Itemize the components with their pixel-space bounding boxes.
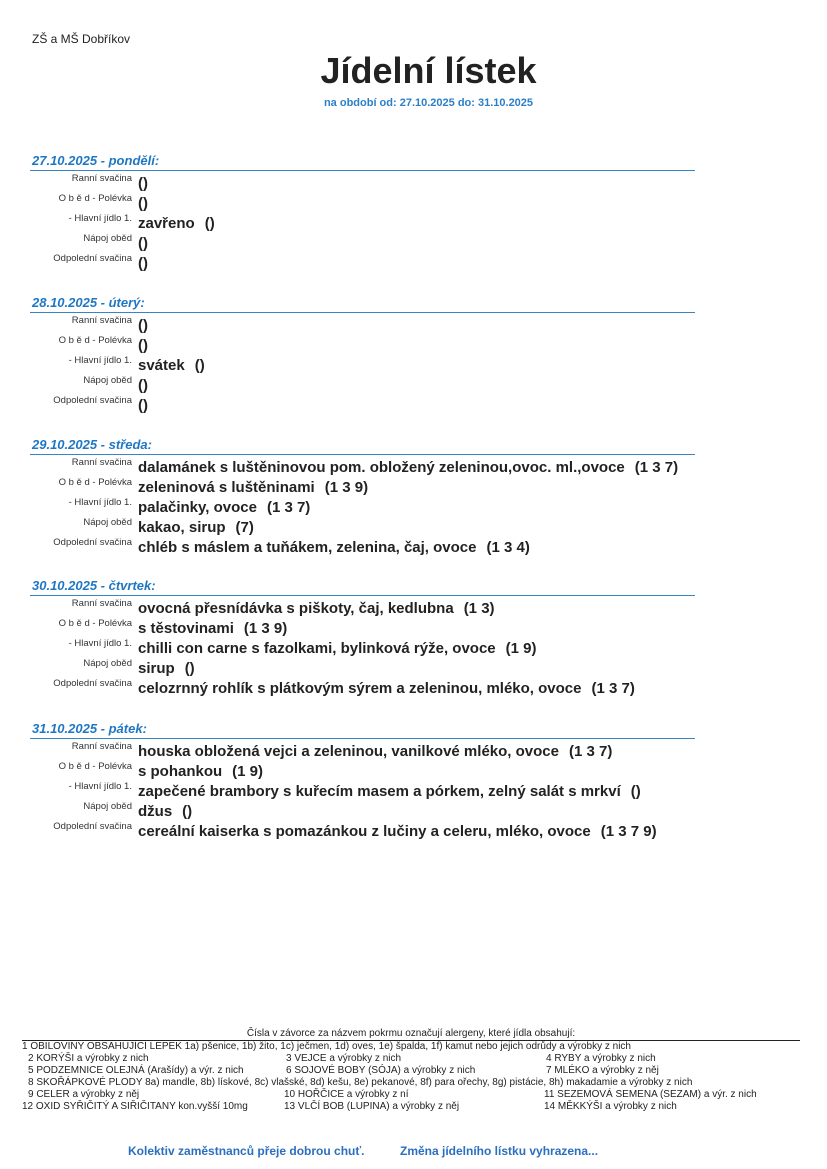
meal-dish — [138, 357, 205, 374]
dish-allergens: (1 3 7 9) — [600, 823, 657, 840]
day-section — [30, 578, 695, 696]
meal-dish — [138, 519, 254, 536]
dish-name: ovocná přesnídávka s piškoty, čaj, kedlubna — [138, 600, 454, 617]
day-section — [30, 153, 695, 271]
meal-row — [30, 313, 695, 333]
meal-dish — [138, 499, 310, 516]
meal-label: Nápoj oběd — [83, 375, 132, 386]
meal-row — [30, 799, 695, 819]
dish-name: cereální kaiserka s pomazánkou z lučiny a celeru, mléko, ovoce — [138, 823, 591, 840]
meal-label: O b ě d - Polévka — [58, 193, 132, 204]
meal-row — [30, 353, 695, 373]
meal-label: Odpolední svačina — [53, 537, 132, 548]
day-section — [30, 721, 695, 839]
dish-allergens: (1 3 7) — [266, 499, 311, 516]
allergen-row — [22, 1041, 800, 1053]
meal-label: O b ě d - Polévka — [58, 477, 132, 488]
day-heading: 31.10.2025 - pátek: — [30, 721, 695, 739]
day-heading: 27.10.2025 - pondělí: — [30, 153, 695, 171]
dish-name: () — [138, 175, 148, 192]
meal-row — [30, 616, 695, 636]
footer-notice: Změna jídelního lístku vyhrazena... — [400, 1144, 599, 1158]
meal-row — [30, 739, 695, 759]
footer-wish: Kolektiv zaměstnanců přeje dobrou chuť. — [128, 1144, 365, 1158]
meal-label: - Hlavní jídlo 1. — [68, 497, 132, 508]
meal-dish — [138, 743, 612, 760]
day-section — [30, 295, 695, 413]
allergen-item: 6 SOJOVÉ BOBY (SÓJA) a výrobky z nich — [286, 1065, 476, 1076]
meal-label: - Hlavní jídlo 1. — [68, 355, 132, 366]
allergen-row — [22, 1089, 800, 1101]
dish-allergens: (1 3 4) — [486, 539, 530, 556]
meal-dish — [138, 215, 215, 232]
meal-label: Nápoj oběd — [83, 517, 132, 528]
meal-dish — [138, 640, 537, 657]
meal-row — [30, 779, 695, 799]
allergen-heading: Čísla v závorce za názvem pokrmu označují alergeny, které jídla obsahují: — [22, 1028, 800, 1041]
dish-allergens: (1 3 7) — [568, 743, 613, 760]
page-title: Jídelní lístek — [320, 50, 537, 91]
dish-name: zeleninová s luštěninami — [138, 479, 315, 496]
meal-row — [30, 636, 695, 656]
dish-name: () — [138, 337, 148, 354]
meal-dish — [138, 823, 657, 840]
day-section — [30, 437, 695, 555]
allergen-item: 11 SEZEMOVÁ SEMENA (SEZAM) a výr. z nich — [544, 1089, 757, 1100]
meal-row — [30, 535, 695, 555]
dish-name: zavřeno — [138, 215, 195, 232]
dish-allergens: () — [194, 357, 205, 374]
dish-allergens: (1 3 7) — [634, 459, 679, 476]
meal-dish — [138, 175, 158, 192]
day-heading: 30.10.2025 - čtvrtek: — [30, 578, 695, 596]
meal-row — [30, 515, 695, 535]
meal-dish — [138, 195, 158, 212]
meal-dish — [138, 600, 495, 617]
meal-row — [30, 373, 695, 393]
dish-name: () — [138, 235, 148, 252]
meal-dish — [138, 459, 678, 476]
allergen-item: 2 KORÝŠI a výrobky z nich — [28, 1053, 149, 1064]
allergen-item: 8 SKOŘÁPKOVÉ PLODY 8a) mandle, 8b) lískové, 8c) vlašské, 8d) kešu, 8e) pekanové, 8f) para ořechy, 8g) pistácie, 8h) makadamie a výrobky z nich — [28, 1077, 693, 1088]
dish-name: sirup — [138, 660, 175, 677]
dish-name: () — [138, 317, 148, 334]
dish-name: () — [138, 195, 148, 212]
meal-label: - Hlavní jídlo 1. — [68, 213, 132, 224]
meal-row — [30, 191, 695, 211]
meal-dish — [138, 660, 195, 677]
dish-name: zapečené brambory s kuřecím masem a pórkem, zelný salát s mrkví — [138, 783, 621, 800]
meal-row — [30, 455, 695, 475]
meal-label: Odpolední svačina — [53, 253, 132, 264]
meal-label: Odpolední svačina — [53, 395, 132, 406]
meal-label: Ranní svačina — [71, 598, 132, 609]
menu-period: na období od: 27.10.2025 do: 31.10.2025 — [323, 97, 534, 109]
meal-row — [30, 819, 695, 839]
meal-dish — [138, 763, 263, 780]
dish-allergens: (1 3 7) — [591, 680, 635, 697]
meal-row — [30, 759, 695, 779]
meal-dish — [138, 397, 158, 414]
allergen-row — [22, 1065, 800, 1077]
meal-row — [30, 656, 695, 676]
dish-allergens: (1 3 9) — [324, 479, 369, 496]
day-heading: 29.10.2025 - středa: — [30, 437, 695, 455]
meal-dish — [138, 680, 635, 697]
dish-name: houska obložená vejci a zeleninou, vanilkové mléko, ovoce — [138, 743, 559, 760]
dish-allergens: () — [630, 783, 641, 800]
meal-label: Nápoj oběd — [83, 233, 132, 244]
meal-label: O b ě d - Polévka — [58, 335, 132, 346]
meal-dish — [138, 803, 192, 820]
meal-label: - Hlavní jídlo 1. — [68, 781, 132, 792]
meal-dish — [138, 337, 158, 354]
day-heading: 28.10.2025 - úterý: — [30, 295, 695, 313]
dish-name: svátek — [138, 357, 185, 374]
allergen-item: 13 VLČÍ BOB (LUPINA) a výrobky z něj — [284, 1101, 460, 1112]
dish-name: s těstovinami — [138, 620, 234, 637]
meal-row — [30, 393, 695, 413]
dish-name: celozrnný rohlík s plátkovým sýrem a zeleninou, mléko, ovoce — [138, 680, 582, 697]
allergen-item: 9 CELER a výrobky z něj — [28, 1089, 140, 1100]
meal-row — [30, 475, 695, 495]
dish-name: džus — [138, 803, 173, 820]
meal-dish — [138, 783, 641, 800]
meal-row — [30, 596, 695, 616]
allergen-row — [22, 1053, 800, 1065]
allergen-item: 12 OXID SYŘIČITÝ A SIŘIČITANY kon.vyšší 10mg — [22, 1101, 248, 1112]
allergen-row — [22, 1101, 800, 1113]
meal-row — [30, 676, 695, 696]
dish-name: s pohankou — [138, 763, 223, 780]
meal-row — [30, 231, 695, 251]
dish-allergens: () — [184, 660, 195, 677]
allergen-item: 10 HOŘČICE a výrobky z ní — [284, 1089, 409, 1100]
meal-row — [30, 333, 695, 353]
allergen-item: 4 RYBY a výrobky z nich — [546, 1053, 656, 1064]
meal-dish — [138, 255, 158, 272]
meal-dish — [138, 539, 530, 556]
meal-label: Ranní svačina — [71, 457, 132, 468]
dish-name: dalamánek s luštěninovou pom. obložený zeleninou,ovoc. ml.,ovoce — [138, 459, 625, 476]
meal-label: O b ě d - Polévka — [58, 618, 132, 629]
meal-label: Nápoj oběd — [83, 801, 132, 812]
dish-allergens: (1 3 9) — [243, 620, 288, 637]
meal-label: Nápoj oběd — [83, 658, 132, 669]
meal-label: Ranní svačina — [71, 741, 132, 752]
meal-row — [30, 211, 695, 231]
dish-name: palačinky, ovoce — [138, 499, 257, 516]
allergen-item: 7 MLÉKO a výrobky z něj — [546, 1065, 659, 1076]
meal-row — [30, 251, 695, 271]
dish-allergens: (7) — [235, 519, 254, 536]
meal-row — [30, 495, 695, 515]
meal-dish — [138, 317, 158, 334]
meal-label: - Hlavní jídlo 1. — [68, 638, 132, 649]
meal-dish — [138, 377, 158, 394]
dish-allergens: (1 9) — [232, 763, 264, 780]
meal-dish — [138, 479, 368, 496]
allergen-row — [22, 1077, 800, 1089]
school-name: ZŠ a MŠ Dobříkov — [32, 32, 131, 46]
dish-name: kakao, sirup — [138, 519, 226, 536]
dish-allergens: () — [182, 803, 193, 820]
dish-allergens: (1 3) — [463, 600, 495, 617]
meal-row — [30, 171, 695, 191]
meal-dish — [138, 620, 287, 637]
dish-name: chléb s máslem a tuňákem, zelenina, čaj, ovoce — [138, 539, 477, 556]
meal-label: Ranní svačina — [71, 173, 132, 184]
dish-allergens: () — [204, 215, 215, 232]
dish-name: () — [138, 377, 148, 394]
dish-allergens: (1 9) — [505, 640, 537, 657]
dish-name: () — [138, 255, 148, 272]
allergen-item: 5 PODZEMNICE OLEJNÁ (Arašídy) a výr. z nich — [28, 1065, 244, 1076]
allergen-legend — [22, 1028, 800, 1113]
allergen-item: 1 OBILOVINY OBSAHUJÍCÍ LEPEK 1a) pšenice, 1b) žito, 1c) ječmen, 1d) oves, 1e) špalda, 1f) kamut nebo jejich odrůdy a výrobky z nich — [22, 1041, 631, 1052]
meal-label: Ranní svačina — [71, 315, 132, 326]
meal-label: O b ě d - Polévka — [58, 761, 132, 772]
allergen-item: 3 VEJCE a výrobky z nich — [286, 1053, 402, 1064]
allergen-item: 14 MĚKKÝŠI a výrobky z nich — [544, 1101, 677, 1112]
dish-name: () — [138, 397, 148, 414]
meal-label: Odpolední svačina — [53, 821, 132, 832]
meal-dish — [138, 235, 158, 252]
meal-label: Odpolední svačina — [53, 678, 132, 689]
dish-name: chilli con carne s fazolkami, bylinková rýže, ovoce — [138, 640, 496, 657]
